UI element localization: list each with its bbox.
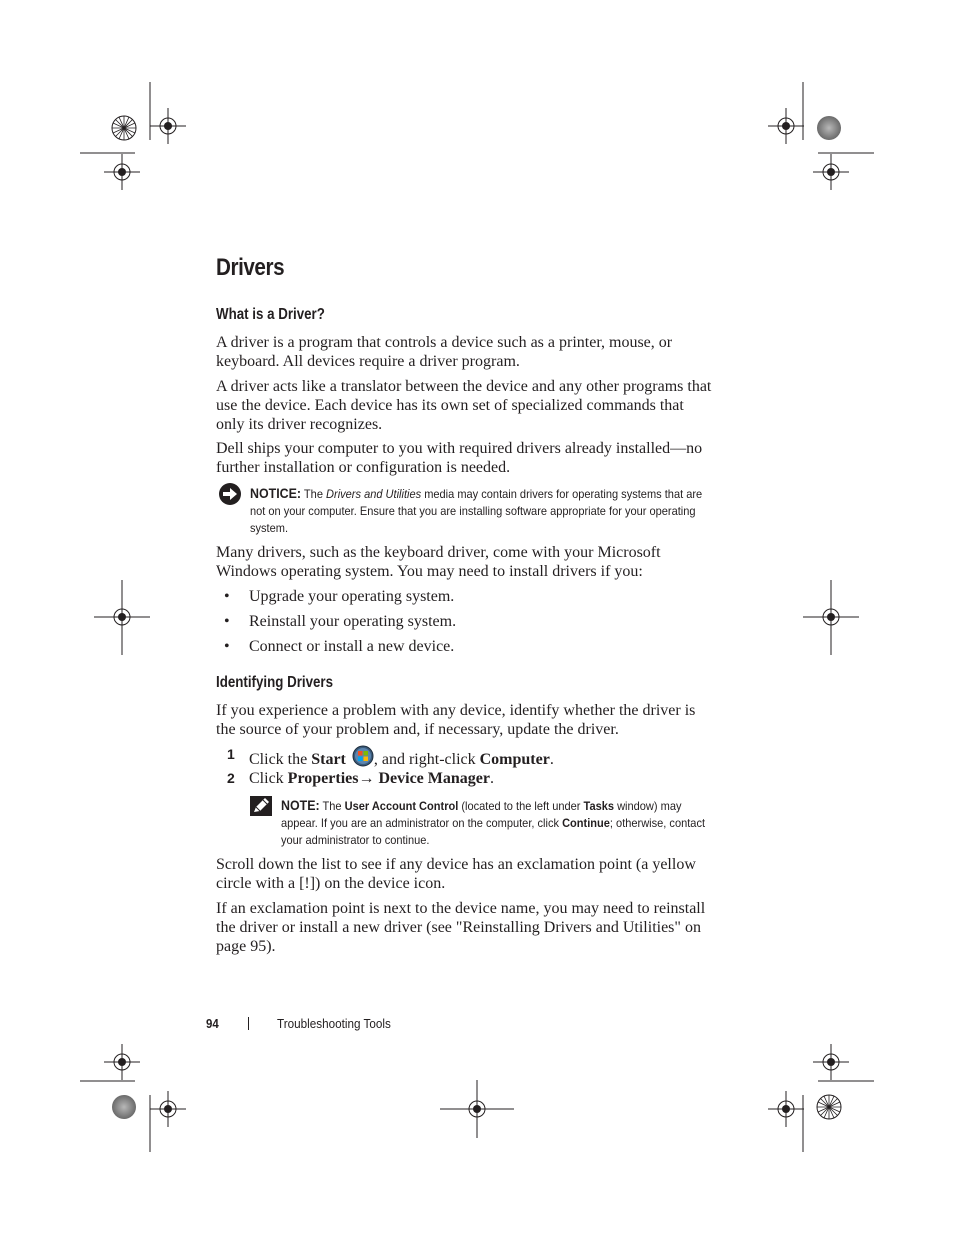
- page-title: Drivers: [216, 254, 285, 281]
- crosshair-mark-icon: [813, 1044, 849, 1080]
- crosshair-mark-icon: [768, 108, 804, 144]
- grey-dot-mark-icon: [112, 1095, 136, 1119]
- note-label: NOTE:: [281, 798, 320, 813]
- crosshair-mark-icon: [104, 154, 140, 190]
- note-block: NOTE: The User Account Control (located to the left under Tasks window) may appear. If you are an administrator on the computer, click Continue; otherwise, contact your administrator to continue.: [281, 798, 706, 847]
- list-item: Connect or install a new device.: [249, 638, 455, 655]
- page-number: 94: [206, 1016, 219, 1031]
- user-account-control-label: User Account Control: [344, 799, 459, 813]
- step-1-text: Click the Start , and right-click Computer.: [249, 745, 554, 769]
- computer-label: Computer: [479, 751, 550, 768]
- paragraph-driver-definition: A driver is a program that controls a device such as a printer, mouse, or keyboard. All devices require a driver program.: [216, 334, 673, 370]
- arrow-icon: →: [358, 770, 375, 787]
- step-number: 1: [227, 746, 235, 762]
- bullet-marker: •: [224, 588, 230, 605]
- section-heading-what-is-a-driver: What is a Driver?: [216, 306, 325, 323]
- device-manager-label: Device Manager: [378, 770, 490, 787]
- properties-label: Properties: [287, 770, 359, 787]
- tasks-label: Tasks: [583, 799, 615, 813]
- list-item: Reinstall your operating system.: [249, 613, 457, 630]
- starburst-mark-icon: [817, 1095, 841, 1119]
- bullet-marker: •: [224, 638, 230, 655]
- notice-text-1: The: [303, 487, 323, 501]
- footer-divider: [248, 1017, 249, 1030]
- starburst-mark-icon: [112, 116, 136, 140]
- bullet-marker: •: [224, 613, 230, 630]
- paragraph-identify-problem: If you experience a problem with any device, identify whether the driver is the source of your problem and, if necessary, update the driver.: [216, 702, 696, 738]
- paragraph-dell-ships: Dell ships your computer to you with required drivers already installed—no further installation or configuration is needed.: [216, 440, 703, 476]
- paragraph-driver-translator: A driver acts like a translator between the device and any other programs that use the device. Each device has its own set of specialized commands that only its driver recognizes.: [216, 378, 712, 433]
- crosshair-mark-icon: [150, 1091, 186, 1127]
- continue-label: Continue: [562, 816, 610, 830]
- paragraph-reinstall: If an exclamation point is next to the device name, you may need to reinstall the driver or install a new driver (see "Reinstalling Drivers and Utilities" on page 95).: [216, 900, 706, 955]
- list-item: Upgrade your operating system.: [249, 588, 455, 605]
- section-heading-identifying-drivers: Identifying Drivers: [216, 674, 334, 691]
- footer-section-title: Troubleshooting Tools: [277, 1016, 391, 1031]
- notice-arrow-icon: [218, 482, 242, 506]
- notice-text-2: media may contain drivers for operating systems that are not on your computer. Ensure that you are installing software appropriate for your operating system.: [250, 487, 703, 535]
- step-number: 2: [227, 770, 235, 786]
- start-label: Start: [311, 751, 346, 768]
- crosshair-mark-icon: [768, 1091, 804, 1127]
- paragraph-scroll-down: Scroll down the list to see if any device has an exclamation point (a yellow circle with a [!]) on the device icon.: [216, 856, 696, 892]
- windows-start-icon: [352, 745, 374, 767]
- grey-dot-mark-icon: [817, 116, 841, 140]
- crosshair-mark-icon: [813, 154, 849, 190]
- step-2-text: Click Properties→ Device Manager.: [249, 770, 494, 787]
- note-pencil-icon: [250, 796, 272, 816]
- crosshair-mark-icon: [150, 108, 186, 144]
- notice-label: NOTICE:: [250, 486, 302, 501]
- crosshair-mark-icon: [104, 1044, 140, 1080]
- paragraph-many-drivers: Many drivers, such as the keyboard driver, come with your Microsoft Windows operating system. You may need to install drivers if you:: [216, 544, 661, 580]
- notice-block: [250, 485, 715, 537]
- notice-media-name: Drivers and Utilities: [326, 487, 422, 501]
